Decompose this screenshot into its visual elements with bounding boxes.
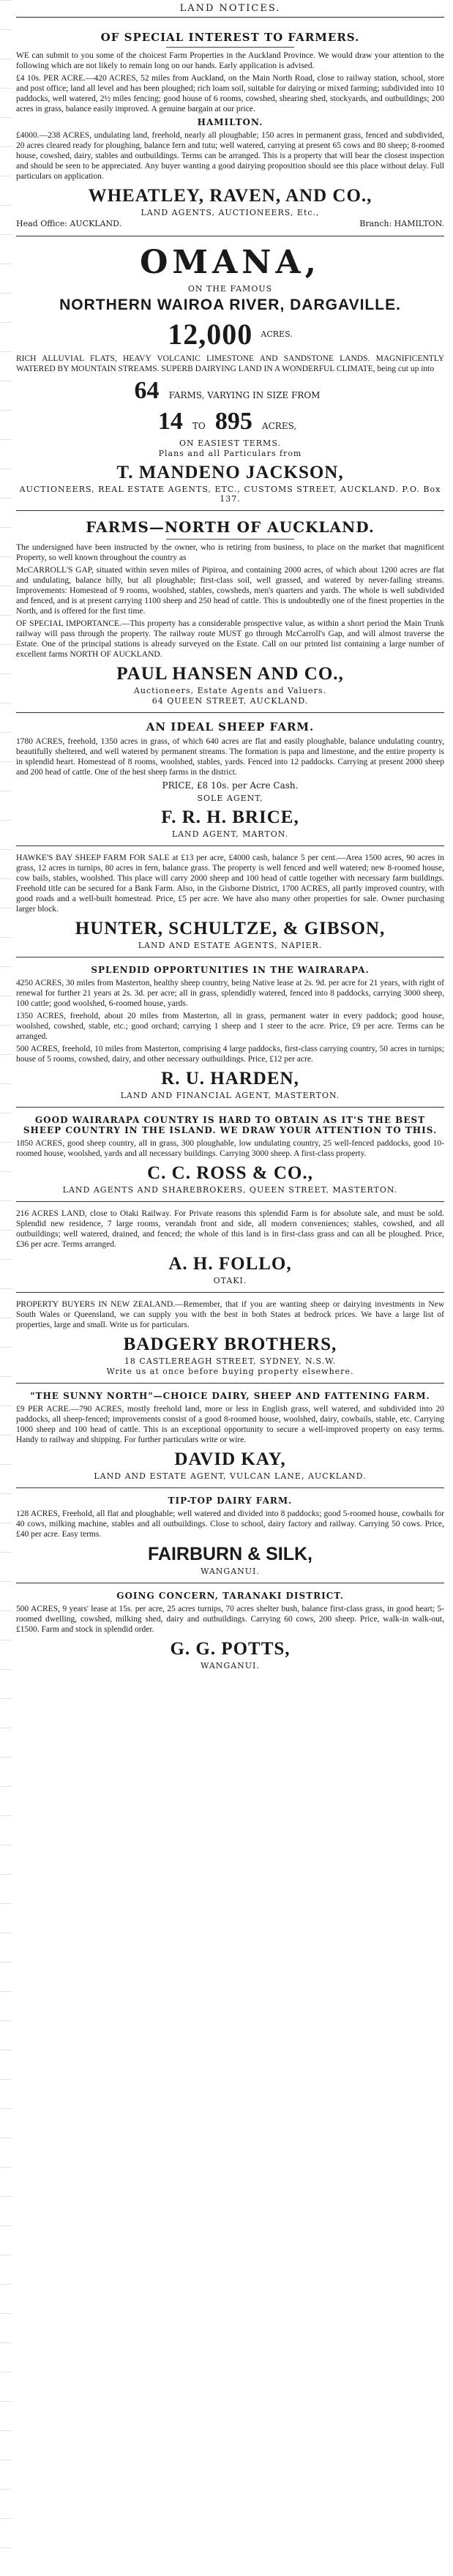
ad-heading: FARMS—NORTH OF AUCKLAND. [86, 518, 375, 536]
ad-heading: SPLENDID OPPORTUNITIES IN THE WAIRARAPA. [91, 965, 370, 975]
office-row [16, 219, 444, 228]
ad-paragraph: 1850 ACRES, good sheep country, all in grass, 300 ploughable, low undulating country, 25 well-fenced paddocks, good 10-roomed house, woolshed, yards and all necessary buildings. Carrying 3000 sheep. A first-class property. [16, 1139, 444, 1158]
ad-hunter-schultze [16, 846, 444, 957]
agent-description: LAND AND ESTATE AGENTS, NAPIER. [138, 941, 323, 950]
ad-harden [16, 957, 444, 1108]
agent-description: Auctioneers, Estate Agents and Valuers. [133, 686, 327, 695]
agent-name: PAUL HANSEN AND CO., [116, 664, 344, 684]
ad-ross [16, 1108, 444, 1202]
agent-name: G. G. POTTS, [170, 1639, 291, 1659]
ad-paragraph: RICH ALLUVIAL FLATS, HEAVY VOLCANIC LIMESTONE AND SANDSTONE LANDS. MAGNIFICENTLY WATERED BY MOUNTAIN STREAMS. SUPERB DAIRYING LAND IN A WONDERFUL CLIMATE, being cut up into [16, 354, 444, 373]
agent-description: LAND AGENTS, AUCTIONEERS, Etc., [141, 208, 320, 217]
ad-heading: GOOD WAIRARAPA COUNTRY IS HARD TO OBTAIN AS IT'S THE BEST SHEEP COUNTRY IN THE ISLAND. WE DRAW YOUR ATTENTION TO THIS. [23, 1115, 438, 1135]
sole-agent-label: SOLE AGENT, [197, 794, 263, 803]
ad-paragraph: McCARROLL'S GAP, situated within seven miles of Pipiroa, and containing 2000 acres, of which about 1200 acres are flat and undulating, balance hilly, but all ploughable; first-class soil, well grassed, and watered by never-failing streams. Improvements: Homestead of 9 rooms, woolshed, stables, cowsheds, men's quarters and yards. The whole is well subdivided and fenced, and is at present carrying 1100 sheep and 250 head of cattle. This is undoubtedly one of the finest properties in the North, and is offered for the first time. [16, 566, 444, 616]
ad-follo [16, 1202, 444, 1293]
size-to-word: TO [192, 420, 206, 431]
ad-paragraph: 4250 ACRES, 30 miles from Masterton, healthy sheep country, being Native lease at 2s. 9d. per acre for 21 years, with right of renewal for further 21 years at 2s. 3d. per acre; all in grass, splendidly watered, fenced into 8 paddocks, carrying 3000 sheep, 100 cattle; good woolshed, 6-roomed house, yards. [16, 979, 444, 1008]
ad-paragraph: 128 ACRES, Freehold, all flat and ploughable; well watered and divided into 8 paddocks; good 5-roomed house, cowbails for 40 cows, milking machine, stables and all outbuildings. Close to school, dairy factory and railway. Carrying 50 cows. Price, £40 per acre. Easy terms. [16, 1509, 444, 1539]
scan-gutter [0, 0, 12, 2576]
ad-paragraph: 500 ACRES, 9 years' lease at 15s. per acre, 25 acres turnips, 70 acres shelter bush, balance first-class grass, in good heart; 5-roomed dwelling, cowshed, milking shed, dairy and outbuildings. Carrying 60 cows, 200 sheep. Price, walk-in walk-out, £1500. Farm and stock in splendid order. [16, 1605, 444, 1634]
ad-subheading: HAMILTON. [197, 117, 263, 127]
size-to: 895 [214, 408, 252, 435]
ad-paragraph: 1780 ACRES, freehold, 1350 acres in grass, of which 640 acres are flat and easily ploughable, balance undulating country, beautifully sheltered, and well watered by permanent streams. The formation is papa and limestone, and the entire property is in splendid heart. Homestead of 8 rooms, woolshed, stables, yards. Fenced into 12 paddocks. Carrying at present 2000 sheep and 200 head of cattle. One of the best sheep farms in the district. [16, 737, 444, 777]
acres-label: ACRES. [261, 329, 293, 339]
size-from: 14 [157, 408, 183, 435]
ad-paragraph: 216 ACRES LAND, close to Otaki Railway. For Private reasons this splendid Farm is for absolute sale, and must be sold. Splendid new residence, 7 large rooms, verandah front and side, all modern conveniences; stables, cowshed, and all outbuildings; well watered, drained, and fenced; the whole of this land is in first-class grass and can all be ploughed. Price, £36 per acre. Terms arranged. [16, 1209, 444, 1249]
agent-address: 64 QUEEN STREET, AUCKLAND. [151, 696, 309, 706]
ad-heading: AN IDEAL SHEEP FARM. [146, 720, 315, 733]
agent-name: A. H. FOLLO, [168, 1254, 292, 1274]
agent-description: WANGANUI. [201, 1567, 260, 1576]
ad-note: Write us at once before buying property elsewhere. [106, 1367, 354, 1376]
acreage-line [16, 317, 444, 351]
size-unit: ACRES, [261, 420, 297, 431]
ad-potts [16, 1583, 444, 1677]
agent-description: LAND AGENTS AND SHAREBROKERS, QUEEN STREET, MASTERTON. [62, 1185, 398, 1195]
ad-heading: "THE SUNNY NORTH"—CHOICE DAIRY, SHEEP AND FATTENING FARM. [30, 1391, 430, 1401]
ad-paragraph: WE can submit to you some of the choicest Farm Properties in the Auckland Province. We would draw your attention to the following which are not likely to remain long on our hands. Early application is advised. [16, 51, 444, 70]
ad-paul-hansen [16, 511, 444, 713]
agent-description: LAND AND ESTATE AGENT, VULCAN LANE, AUCKLAND. [94, 1471, 367, 1481]
agent-name: FAIRBURN & SILK, [148, 1544, 312, 1564]
ad-paragraph: £9 PER ACRE.—790 ACRES, mostly freehold land, more or less in English grass, well watered, and subdivided into 20 paddocks, all sheep-fenced; improvements consist of a good 8-roomed house, woolshed, dairy, cowbails, stable, etc. Carrying 1000 sheep and 100 head of cattle. This is an exceptional opportunity to secure a well-improved property on easy terms. Handy to railway and shipping. For further particulars write or wire. [16, 1405, 444, 1444]
ad-title: OMANA, [140, 244, 321, 281]
farm-count-text: FARMS, VARYING IN SIZE FROM [168, 389, 321, 400]
agent-description: LAND AGENT, MARTON. [171, 829, 289, 839]
divider [166, 539, 295, 540]
agent-name: F. R. H. BRICE, [161, 807, 299, 827]
farm-count-line [16, 377, 444, 405]
terms-line: ON EASIEST TERMS. [179, 438, 281, 448]
ad-badgery [16, 1293, 444, 1384]
agent-name: WHEATLEY, RAVEN, AND CO., [88, 186, 372, 206]
district-banner: NORTHERN WAIROA RIVER, DARGAVILLE. [59, 296, 401, 313]
ad-david-kay [16, 1384, 444, 1488]
branch-office: Branch: HAMILTON. [359, 219, 444, 228]
running-head: LAND NOTICES. [16, 3, 444, 18]
agent-description: AUCTIONEERS, REAL ESTATE AGENTS, ETC., CUSTOMS STREET, AUCKLAND. P.O. Box 137. [19, 485, 441, 504]
total-acres: 12,000 [168, 318, 253, 351]
agent-name: C. C. ROSS & CO., [147, 1163, 313, 1183]
plans-line: Plans and all Particulars from [158, 449, 302, 458]
ad-paragraph: HAWKE'S BAY SHEEP FARM FOR SALE at £13 per acre, £4000 cash, balance 5 per cent.—Area 1500 acres, 90 acres in grass, 12 acres in turnips, 80 acres in fern, balance grass. The property is well fenced and well watered; new 8-roomed house, cow bails, stables, woolshed. This place will carry 2000 sheep and 100 head of cattle together with necessary farm buildings. Freehold title can be secured for a Bank Farm. Also, in the Gisborne District, 1700 ACRES, all partly improved country, with good roads and a well-built homestead. Price, £5 per acre. We have also many other properties for sale. Owner purchasing larger block. [16, 854, 444, 914]
ad-paragraph: 1350 ACRES, freehold, about 20 miles from Masterton, all in grass, permanent water in every paddock; good house, woolshed, cowshed, stable, etc.; good orchard; carrying 1 sheep and 1 steer to the acre. Price, £9 per acre. Terms can be arranged. [16, 1012, 444, 1041]
agent-description: LAND AND FINANCIAL AGENT, MASTERTON. [120, 1091, 340, 1100]
ad-wheatley-raven [16, 23, 444, 236]
farm-count: 64 [134, 377, 160, 404]
agent-name: R. U. HARDEN, [161, 1069, 299, 1089]
agent-name: BADGERY BROTHERS, [123, 1334, 337, 1354]
ad-brice [16, 713, 444, 846]
divider [166, 47, 295, 48]
agent-name: DAVID KAY, [174, 1449, 286, 1469]
price-line: PRICE, £8 10s. per Acre Cash. [162, 780, 299, 791]
ad-omana [16, 236, 444, 511]
ad-paragraph: OF SPECIAL IMPORTANCE.—This property has a considerable prospective value, as within a short period the Main Trunk railway will pass through the property. The railway route MUST go through McCarroll's Gap, and will almost traverse the Estate. One of the principal stations is already surveyed on the Estate. Call on our printed list containing a large number of excellent farms NORTH OF AUCKLAND. [16, 619, 444, 659]
agent-description: OTAKI. [213, 1276, 247, 1285]
ad-heading: OF SPECIAL INTEREST TO FARMERS. [100, 31, 360, 44]
agent-name: HUNTER, SCHULTZE, & GIBSON, [75, 919, 386, 938]
ad-paragraph: £4 10s. PER ACRE.—420 ACRES, 52 miles from Auckland, on the Main North Road, close to railway station, school, store and post office; land all level and has been ploughed; rich loam soil, suitable for dairying or mixed farming; subdivided into 10 paddocks, well watered, 2½ miles fencing; good house of 6 rooms, cowshed, shearing shed, stockyards, and outbuildings; 200 acres in grass, balance easily improved. A genuine bargain at our price. [16, 74, 444, 113]
agent-name: T. MANDENO JACKSON, [116, 463, 344, 482]
agent-description: WANGANUI. [201, 1661, 260, 1670]
ad-paragraph: The undersigned have been instructed by the owner, who is retiring from business, to place on the market that magnificent Property, so well known throughout the country as [16, 543, 444, 562]
ad-fairburn-silk [16, 1488, 444, 1583]
ad-heading: TIP-TOP DAIRY FARM. [168, 1496, 293, 1506]
ad-paragraph: 500 ACRES, freehold, 10 miles from Masterton, comprising 4 large paddocks, first-class carrying country, 50 acres in turnips; house of 5 rooms, cowshed, dairy, and other necessary outbuildings. Price, £12 per acre. [16, 1045, 444, 1064]
ad-heading: GOING CONCERN, TARANAKI DISTRICT. [116, 1591, 344, 1601]
ad-paragraph: £4000.—238 ACRES, undulating land, freehold, nearly all ploughable; 150 acres in permanent grass, fenced and subdivided, 20 acres cleared ready for ploughing, balance fern and tutu; well watered, carrying at present 65 cows and 80 sheep; 8-roomed house, cowshed, dairy, stables and outbuildings. Terms can be arranged. This is a property that will bear the closest inspection and should be seen to be appreciated. Any buyer wanting a good dairying proposition should see this place without delay. Full particulars on application. [16, 131, 444, 181]
size-range-line [16, 408, 444, 436]
head-office: Head Office: AUCKLAND. [16, 219, 122, 228]
ad-paragraph: PROPERTY BUYERS IN NEW ZEALAND.—Remember, that if you are wanting sheep or dairying investments in New South Wales or Queensland, we can supply you with the best in both States at bedrock prices. We have a large list of properties, large and small. Write us for particulars. [16, 1300, 444, 1329]
agent-description: 18 CASTLEREAGH STREET, SYDNEY, N.S.W. [124, 1356, 337, 1366]
ad-subheading: ON THE FAMOUS [187, 284, 273, 294]
